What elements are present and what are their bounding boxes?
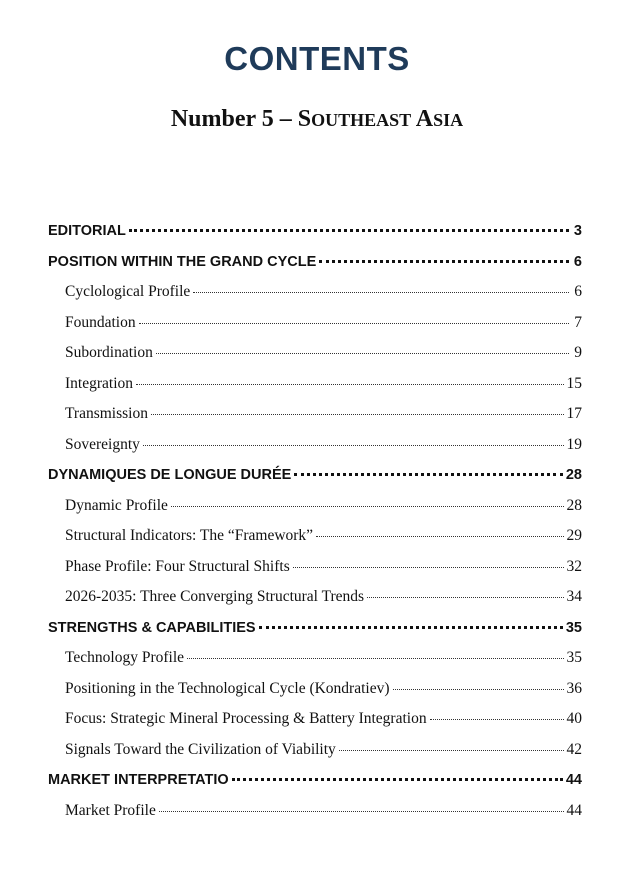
toc-subsection-entry[interactable]: [48, 552, 582, 583]
toc-leader-dots: [193, 286, 569, 293]
toc-leader-dots: [393, 683, 564, 690]
page-title: CONTENTS: [224, 40, 410, 77]
toc-leader-dots: [316, 530, 563, 537]
toc-entry-title: Focus: Strategic Mineral Processing & Battery Integration: [65, 710, 427, 727]
toc-page-number: 17: [566, 405, 582, 422]
toc-subsection-entry[interactable]: [48, 399, 582, 430]
toc-entry-title: Technology Profile: [65, 649, 185, 666]
toc-leader-dots: [339, 744, 564, 751]
toc-entry-title: POSITION WITHIN THE GRAND CYCLE: [48, 253, 317, 270]
table-of-contents: [48, 216, 582, 826]
toc-entry-title: Foundation: [65, 313, 136, 331]
toc-page-number: 42: [566, 740, 582, 758]
toc-page-number: 32: [566, 557, 582, 575]
toc-leader-dots: [232, 772, 563, 781]
toc-entry-title: MARKET INTERPRETATIO: [48, 772, 229, 788]
toc-subsection-entry[interactable]: [48, 735, 582, 766]
toc-page-number: 35: [566, 649, 582, 666]
toc-page-number: 15: [566, 374, 582, 392]
toc-entry-title: Transmission: [65, 405, 148, 422]
toc-entry-title: Cyclological Profile: [65, 283, 191, 300]
toc-leader-dots: [139, 317, 569, 324]
toc-subsection-entry[interactable]: [48, 369, 582, 400]
toc-leader-dots: [156, 347, 569, 354]
toc-entry-title: Structural Indicators: The “Framework”: [65, 527, 314, 544]
toc-page-number: 34: [566, 588, 582, 605]
toc-entry-title: Dynamic Profile: [65, 496, 168, 514]
toc-leader-dots: [129, 223, 569, 232]
toc-page-number: 28: [565, 467, 582, 483]
toc-page-number: 44: [565, 772, 582, 788]
toc-subsection-entry[interactable]: [48, 277, 582, 308]
issue-subtitle: [0, 106, 634, 133]
toc-page-number: 29: [566, 527, 582, 544]
toc-page-number: 6: [573, 253, 582, 270]
toc-entry-title: Sovereignty: [65, 435, 140, 453]
toc-page-number: 3: [573, 223, 582, 239]
toc-leader-dots: [430, 713, 564, 720]
toc-leader-dots: [259, 620, 563, 629]
toc-entry-title: STRENGTHS & CAPABILITIES: [48, 619, 256, 636]
toc-page-number: 7: [574, 313, 582, 331]
toc-section-entry[interactable]: [48, 460, 582, 491]
toc-page-number: 9: [574, 344, 582, 361]
toc-leader-dots: [319, 254, 569, 263]
toc-entry-title: Market Profile: [65, 801, 156, 819]
region-name: SOUTHEAST ASIA: [297, 106, 464, 132]
toc-section-entry[interactable]: [48, 216, 582, 247]
toc-entry-title: Integration: [65, 374, 134, 392]
toc-entry-title: Signals Toward the Civilization of Viability: [65, 740, 336, 758]
toc-entry-title: DYNAMIQUES DE LONGUE DURÉE: [48, 467, 292, 483]
toc-subsection-entry[interactable]: [48, 643, 582, 674]
toc-page-number: 6: [574, 283, 582, 300]
toc-page-number: 40: [566, 710, 582, 727]
toc-page-number: 36: [566, 679, 582, 697]
toc-entry-title: Positioning in the Technological Cycle (Kondratiev): [65, 679, 390, 697]
toc-page-number: 44: [566, 801, 582, 819]
toc-leader-dots: [151, 408, 564, 415]
toc-page-number: 28: [566, 496, 582, 514]
toc-leader-dots: [136, 378, 563, 385]
toc-subsection-entry[interactable]: [48, 521, 582, 552]
toc-page-number: 19: [566, 435, 582, 453]
toc-subsection-entry[interactable]: [48, 338, 582, 369]
toc-entry-title: EDITORIAL: [48, 223, 126, 239]
toc-leader-dots: [171, 500, 564, 507]
toc-entry-title: 2026-2035: Three Converging Structural Trends: [65, 588, 365, 605]
toc-entry-title: Phase Profile: Four Structural Shifts: [65, 557, 290, 575]
toc-page-number: 35: [565, 619, 582, 636]
toc-leader-dots: [293, 561, 564, 568]
toc-leader-dots: [367, 591, 563, 598]
toc-section-entry[interactable]: [48, 613, 582, 644]
toc-leader-dots: [187, 652, 563, 659]
toc-leader-dots: [159, 805, 564, 812]
toc-section-entry[interactable]: [48, 247, 582, 278]
toc-section-entry[interactable]: [48, 765, 582, 796]
toc-leader-dots: [143, 439, 564, 446]
toc-subsection-entry[interactable]: [48, 674, 582, 705]
toc-subsection-entry[interactable]: [48, 704, 582, 735]
toc-subsection-entry[interactable]: [48, 582, 582, 613]
issue-number: Number 5 –: [170, 106, 298, 132]
toc-entry-title: Subordination: [65, 344, 153, 361]
toc-subsection-entry[interactable]: [48, 430, 582, 461]
toc-leader-dots: [294, 467, 563, 476]
toc-subsection-entry[interactable]: [48, 796, 582, 827]
toc-subsection-entry[interactable]: [48, 491, 582, 522]
toc-subsection-entry[interactable]: [48, 308, 582, 339]
